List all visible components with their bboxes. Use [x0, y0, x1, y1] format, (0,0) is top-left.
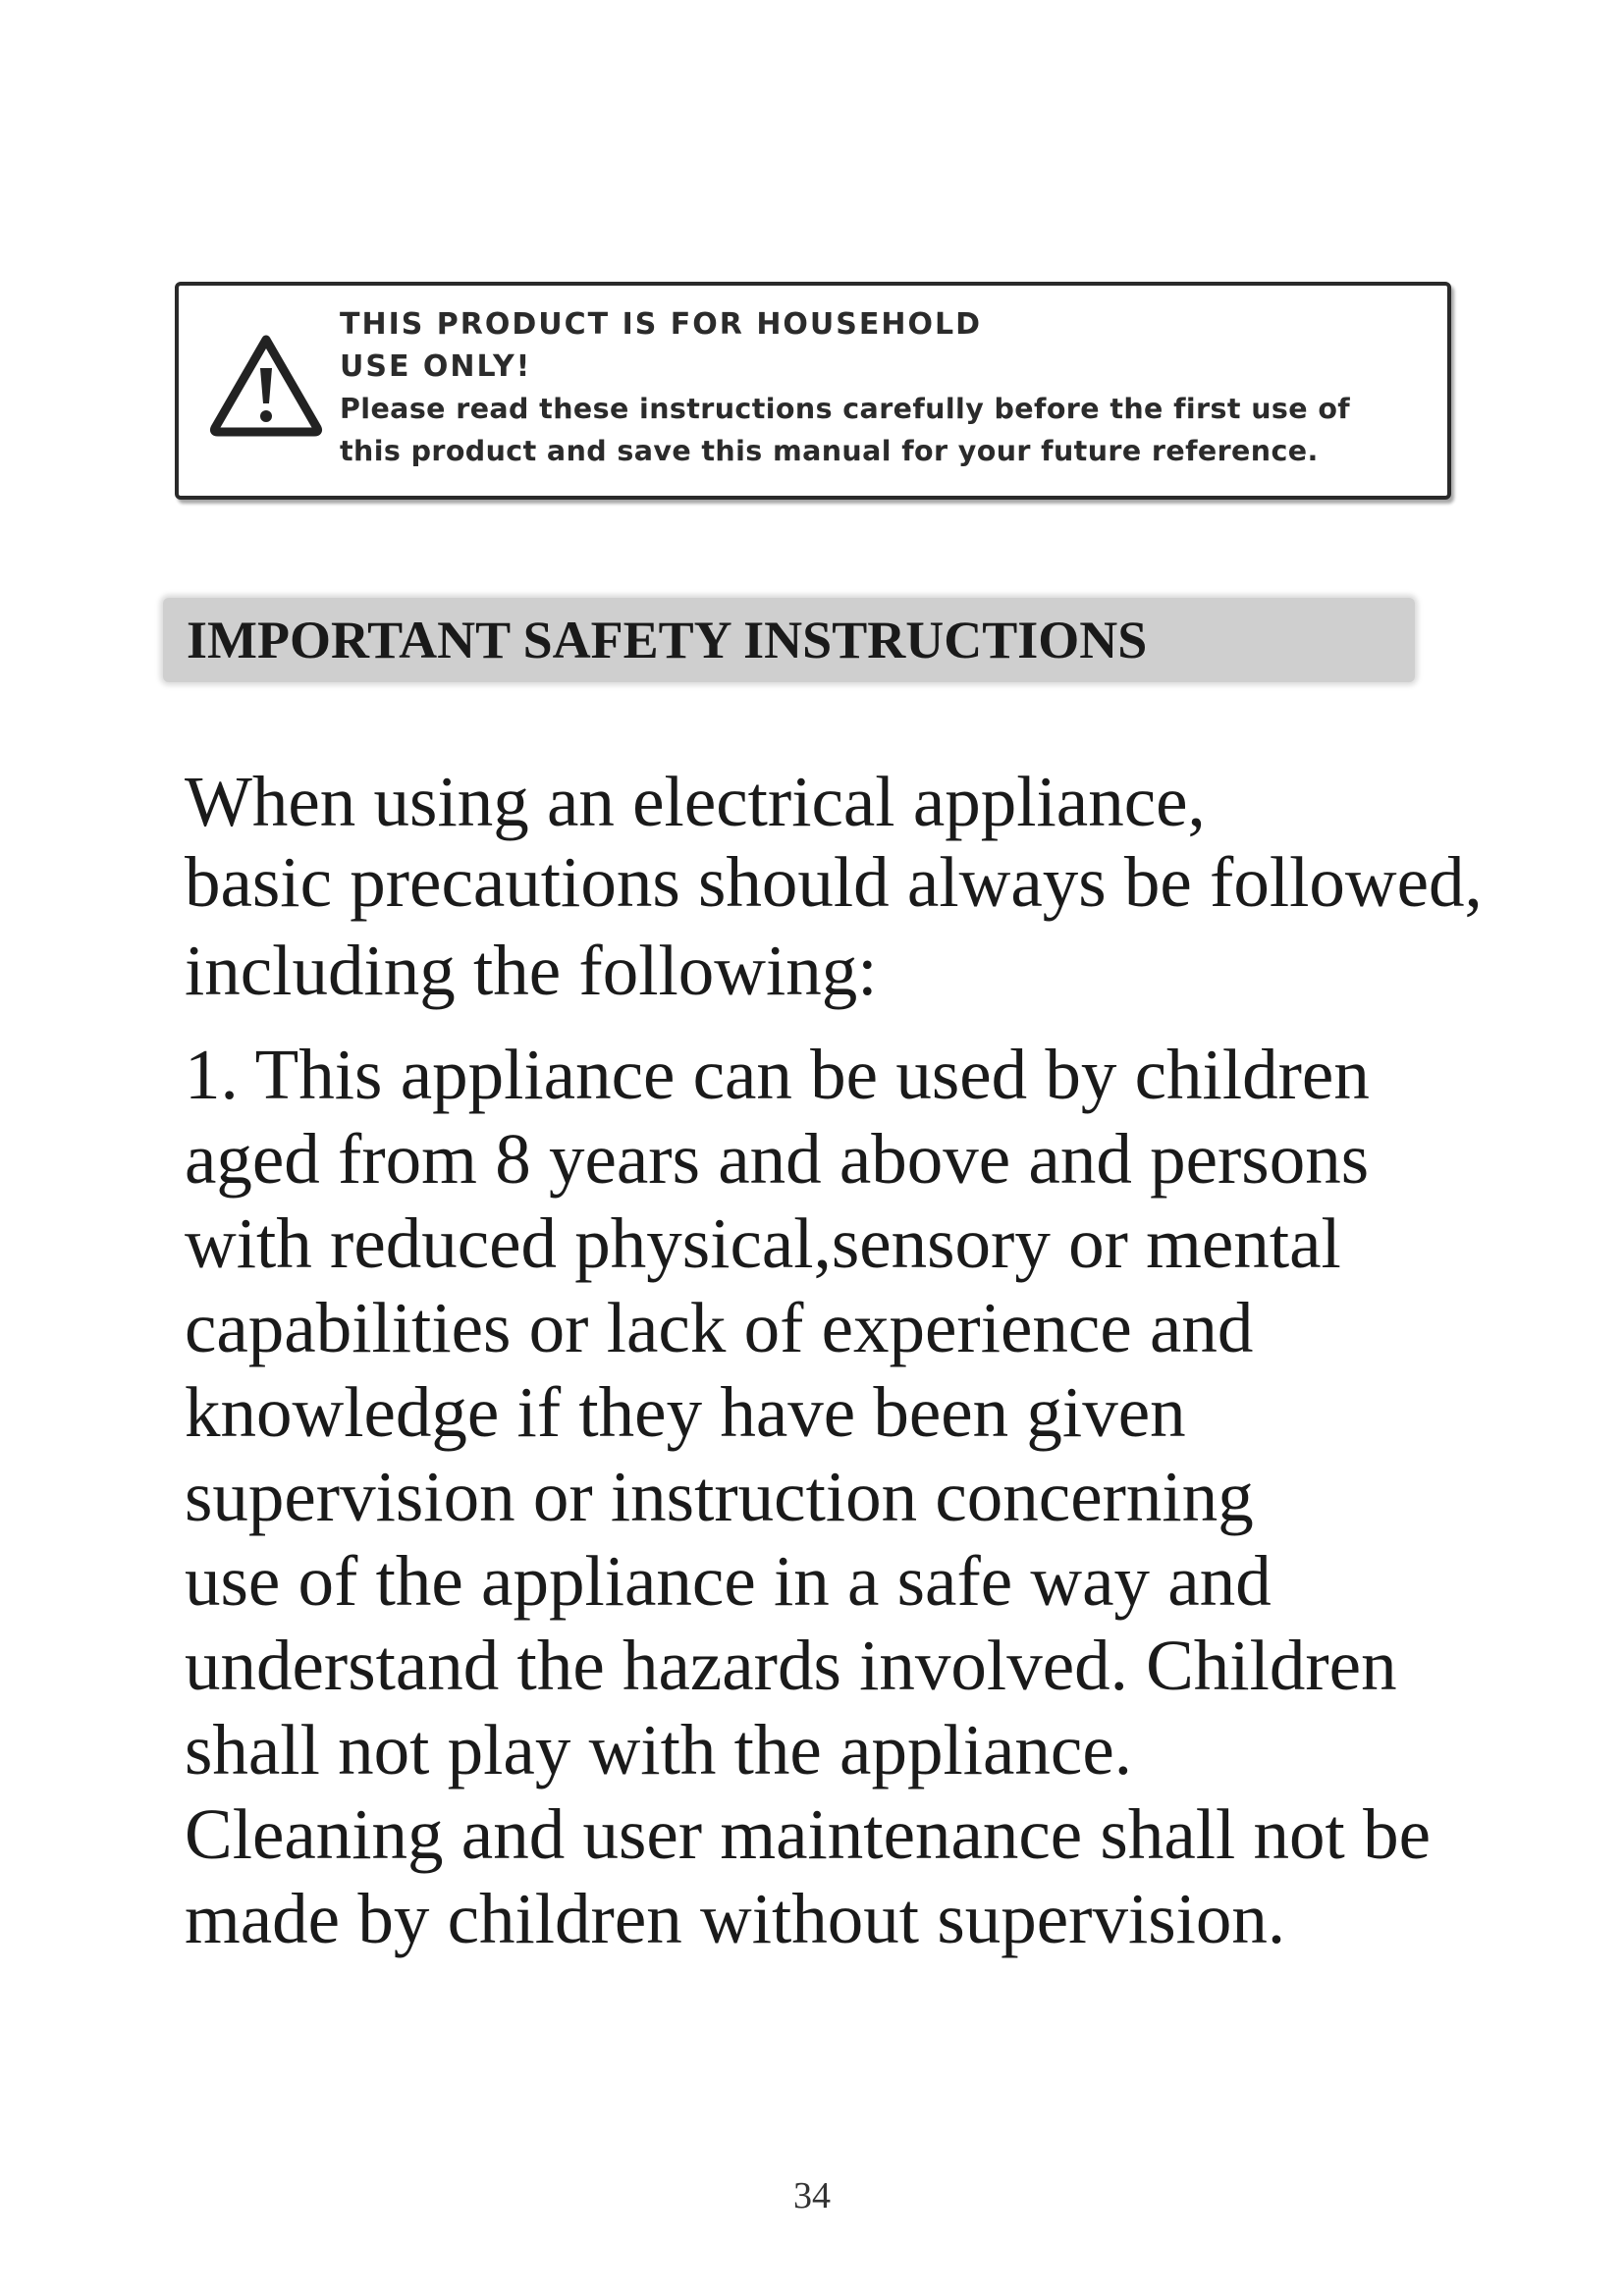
section-banner — [163, 598, 1415, 682]
warning-triangle-icon — [208, 333, 324, 437]
intro-line-2: basic precautions should always be followed, — [185, 842, 1483, 922]
warning-body-line-1: Please read these instructions carefully before the first use of — [340, 393, 1351, 425]
item-line-2: aged from 8 years and above and persons — [185, 1119, 1370, 1199]
item-line-4: capabilities or lack of experience and — [185, 1288, 1254, 1367]
page-number: 34 — [793, 2175, 831, 2216]
warning-heading-line-2: USE ONLY! — [340, 349, 532, 384]
item-line-10: Cleaning and user maintenance shall not be — [185, 1794, 1431, 1874]
safety-item-1 — [185, 1033, 1540, 1961]
section-title: IMPORTANT SAFETY INSTRUCTIONS — [187, 611, 1148, 669]
warning-body-line-2: this product and save this manual for your future reference. — [340, 435, 1319, 467]
warning-text — [340, 303, 1439, 472]
item-line-9: shall not play with the appliance. — [185, 1710, 1132, 1789]
intro-line-3: including the following: — [185, 931, 878, 1010]
intro-paragraph — [185, 762, 1540, 1019]
item-line-5: knowledge if they have been given — [185, 1372, 1186, 1452]
household-warning-box — [175, 282, 1451, 500]
item-line-3: with reduced physical,sensory or mental — [185, 1203, 1341, 1283]
item-line-7: use of the appliance in a safe way and — [185, 1541, 1272, 1621]
warning-heading-line-1: THIS PRODUCT IS FOR HOUSEHOLD — [340, 307, 983, 342]
item-line-11: made by children without supervision. — [185, 1879, 1286, 1958]
item-line-6: supervision or instruction concerning — [185, 1457, 1254, 1536]
intro-line-1: When using an electrical appliance, — [185, 762, 1206, 841]
item-line-8: understand the hazards involved. Children — [185, 1626, 1397, 1705]
item-line-1: 1. This appliance can be used by children — [185, 1035, 1370, 1114]
